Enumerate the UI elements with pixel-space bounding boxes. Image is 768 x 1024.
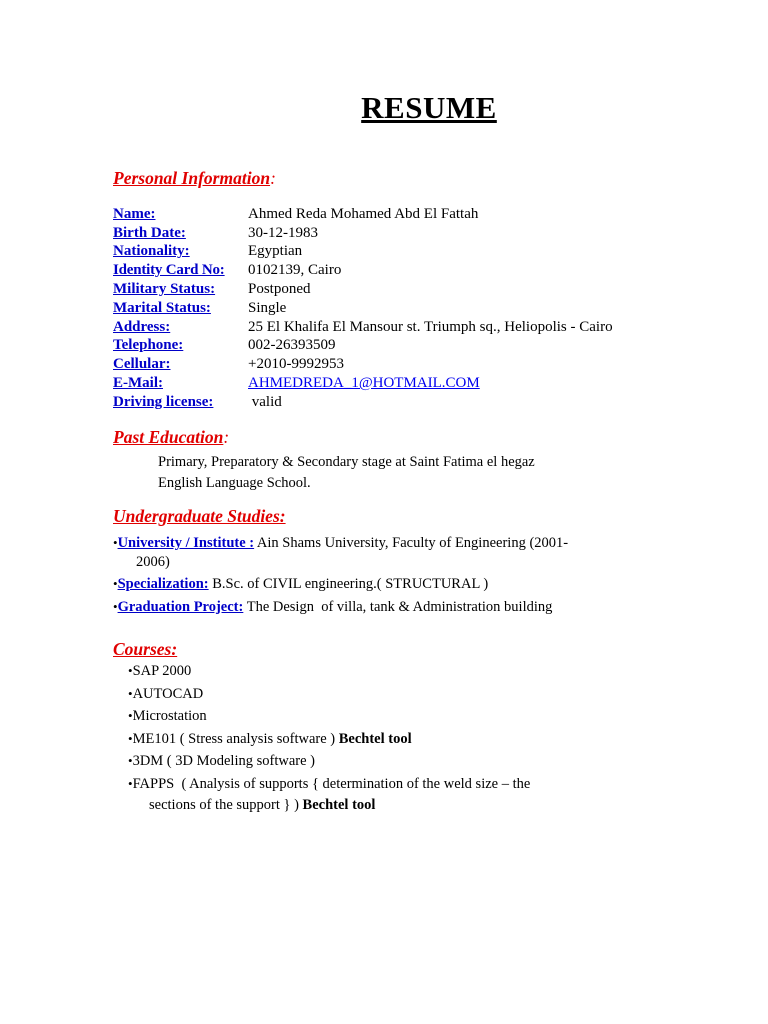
list-item <box>128 750 628 773</box>
info-row-name <box>113 204 613 223</box>
item-text: Ain Shams University, Faculty of Engineering (2001- <box>254 535 569 551</box>
list-item <box>113 533 633 553</box>
courses-list <box>128 660 628 817</box>
course-text: sections of the support } ) <box>149 797 303 813</box>
past-education-heading <box>113 427 229 448</box>
info-row-nationality <box>113 242 613 261</box>
info-row-email <box>113 373 613 392</box>
course-continuation <box>128 795 628 817</box>
info-value: 0102139, Cairo <box>248 262 342 279</box>
info-label: Cellular: <box>113 356 171 373</box>
item-label: Graduation Project: <box>117 599 244 615</box>
info-row-driving-license <box>113 392 613 411</box>
info-value: +2010-9992953 <box>248 356 344 373</box>
item-continuation: 2006) <box>136 554 170 570</box>
info-value: Egyptian <box>248 243 303 260</box>
item-text: B.Sc. of CIVIL engineering.( STRUCTURAL ) <box>208 576 489 592</box>
info-value: Single <box>248 299 287 316</box>
info-value: 30-12-1983 <box>248 224 318 241</box>
undergraduate-heading <box>113 506 286 527</box>
education-line: English Language School. <box>158 475 311 491</box>
course-text: 3DM ( 3D Modeling software ) <box>132 753 315 769</box>
undergraduate-heading-text: Undergraduate Studies: <box>113 506 286 526</box>
item-label: University / Institute : <box>117 535 255 551</box>
info-value: 25 El Khalifa El Mansour st. Triumph sq., Heliopolis - Cairo <box>248 318 613 335</box>
bullet-icon: • <box>128 753 133 768</box>
course-text: FAPPS ( Analysis of supports { determination of the weld size – the <box>132 775 531 792</box>
bullet-icon: • <box>113 535 118 550</box>
item-label: Specialization: <box>117 576 209 592</box>
course-bold-text: Bechtel tool <box>338 730 412 747</box>
course-text: AUTOCAD <box>132 685 204 702</box>
list-item <box>128 773 628 796</box>
page-title: RESUME <box>361 90 497 125</box>
bullet-icon: • <box>128 685 133 701</box>
personal-info-heading <box>113 168 276 189</box>
info-label: Marital Status: <box>113 299 211 316</box>
list-item <box>128 705 628 728</box>
past-education-text <box>158 452 535 494</box>
course-text: SAP 2000 <box>132 663 192 679</box>
course-bold-text: Bechtel tool <box>302 797 376 813</box>
info-row-identity-card <box>113 260 613 279</box>
info-value: Postponed <box>248 280 311 297</box>
past-education-heading-text: Past Education <box>113 427 224 447</box>
education-line: Primary, Preparatory & Secondary stage at Saint Fatima el hegaz <box>158 454 535 470</box>
info-label: Birth Date: <box>113 224 186 241</box>
info-row-military-status <box>113 279 613 298</box>
info-label: E-Mail: <box>113 374 163 391</box>
list-item <box>113 597 633 617</box>
info-row-cellular <box>113 354 613 373</box>
info-value: valid <box>248 393 282 410</box>
info-row-address <box>113 317 613 336</box>
past-education-heading-colon: : <box>223 427 230 447</box>
info-label: Identity Card No: <box>113 262 225 279</box>
bullet-icon: • <box>113 599 118 614</box>
list-item <box>128 728 628 751</box>
course-text: Microstation <box>132 708 207 724</box>
info-row-marital-status <box>113 298 613 317</box>
info-label: Name: <box>113 205 156 222</box>
info-label: Military Status: <box>113 280 216 297</box>
list-item <box>128 660 628 683</box>
undergraduate-list <box>113 533 633 617</box>
list-item <box>113 574 633 594</box>
info-label: Driving license: <box>113 393 214 410</box>
bullet-icon: • <box>128 775 133 791</box>
course-text: ME101 ( Stress analysis software ) <box>132 730 339 747</box>
info-value: Ahmed Reda Mohamed Abd El Fattah <box>248 205 479 222</box>
info-value: 002-26393509 <box>248 337 336 354</box>
courses-heading <box>113 639 177 660</box>
info-row-telephone <box>113 336 613 355</box>
bullet-icon: • <box>113 576 118 591</box>
item-text: The Design of villa, tank & Administration building <box>243 599 553 615</box>
courses-heading-text: Courses: <box>113 639 178 659</box>
bullet-icon: • <box>128 663 133 678</box>
info-label: Nationality: <box>113 243 190 260</box>
bullet-icon: • <box>128 708 133 723</box>
personal-info-heading-text: Personal Information <box>113 168 271 188</box>
bullet-icon: • <box>128 730 133 746</box>
personal-info-table <box>113 204 613 411</box>
info-label: Telephone: <box>113 337 184 354</box>
list-item <box>128 683 628 706</box>
email-link[interactable]: AHMEDREDA_1@HOTMAIL.COM <box>248 374 480 391</box>
personal-info-heading-colon: : <box>270 168 276 188</box>
info-row-birth-date <box>113 223 613 242</box>
info-label: Address: <box>113 318 171 335</box>
